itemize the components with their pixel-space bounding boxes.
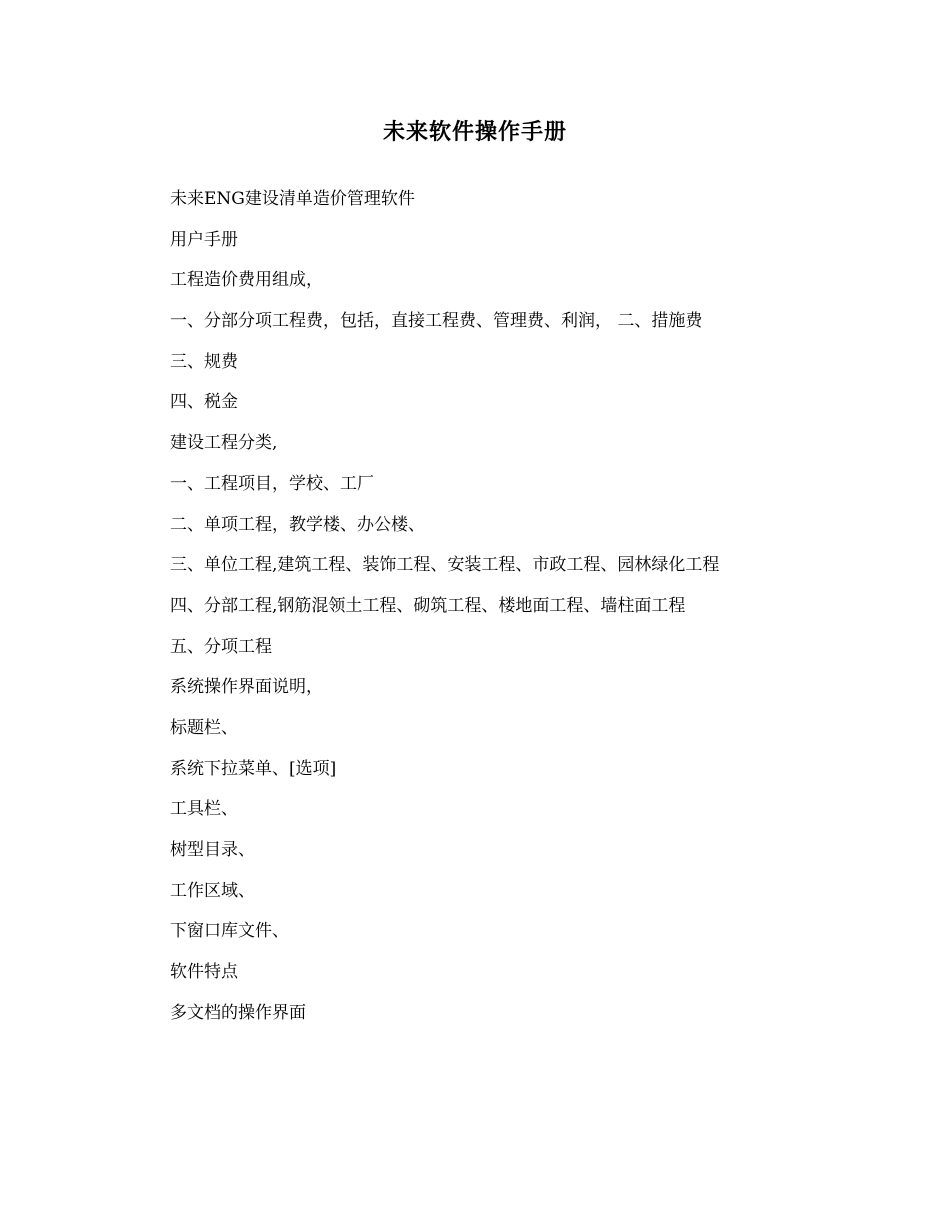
body-line-project-classification: 建设工程分类, xyxy=(170,433,278,454)
body-line-class-item-3: 三、单位工程,建筑工程、装饰工程、安装工程、市政工程、园林绿化工程 xyxy=(170,555,720,576)
body-line-cost-item-1-2: 一、分部分项工程费，包括，直接工程费、管理费、利润， 二、措施费 xyxy=(170,311,703,332)
body-line-product-name: 未来ENG建设清单造价管理软件 xyxy=(170,189,415,209)
body-line-class-item-5: 五、分项工程 xyxy=(170,636,272,657)
body-line-software-features: 软件特点 xyxy=(170,962,238,983)
body-line-dropdown-menu: 系统下拉菜单、[选项] xyxy=(170,758,337,779)
body-line-class-item-1: 一、工程项目，学校、工厂 xyxy=(170,473,374,494)
body-line-user-manual: 用户手册 xyxy=(170,229,238,250)
body-line-class-item-4: 四、分部工程,钢筋混领土工程、砌筑工程、楼地面工程、墙柱面工程 xyxy=(170,595,686,616)
body-line-interface-description: 系统操作界面说明， xyxy=(170,677,323,698)
body-line-work-area: 工作区域、 xyxy=(170,880,255,901)
body-line-title-bar: 标题栏、 xyxy=(170,717,238,738)
body-line-multi-document-interface: 多文档的操作界面 xyxy=(170,1002,306,1023)
body-line-library-files: 下窗口库文件、 xyxy=(170,921,289,942)
body-line-cost-item-4: 四、税金 xyxy=(170,392,238,413)
body-line-toolbar: 工具栏、 xyxy=(170,799,238,820)
body-line-cost-item-3: 三、规费 xyxy=(170,351,238,372)
body-line-class-item-2: 二、单项工程，教学楼、办公楼、 xyxy=(170,514,425,535)
body-line-tree-directory: 树型目录、 xyxy=(170,840,255,860)
body-line-cost-composition: 工程造价费用组成， xyxy=(170,270,323,291)
document-title: 未来软件操作手册 xyxy=(382,119,567,145)
document-body xyxy=(170,186,870,1040)
